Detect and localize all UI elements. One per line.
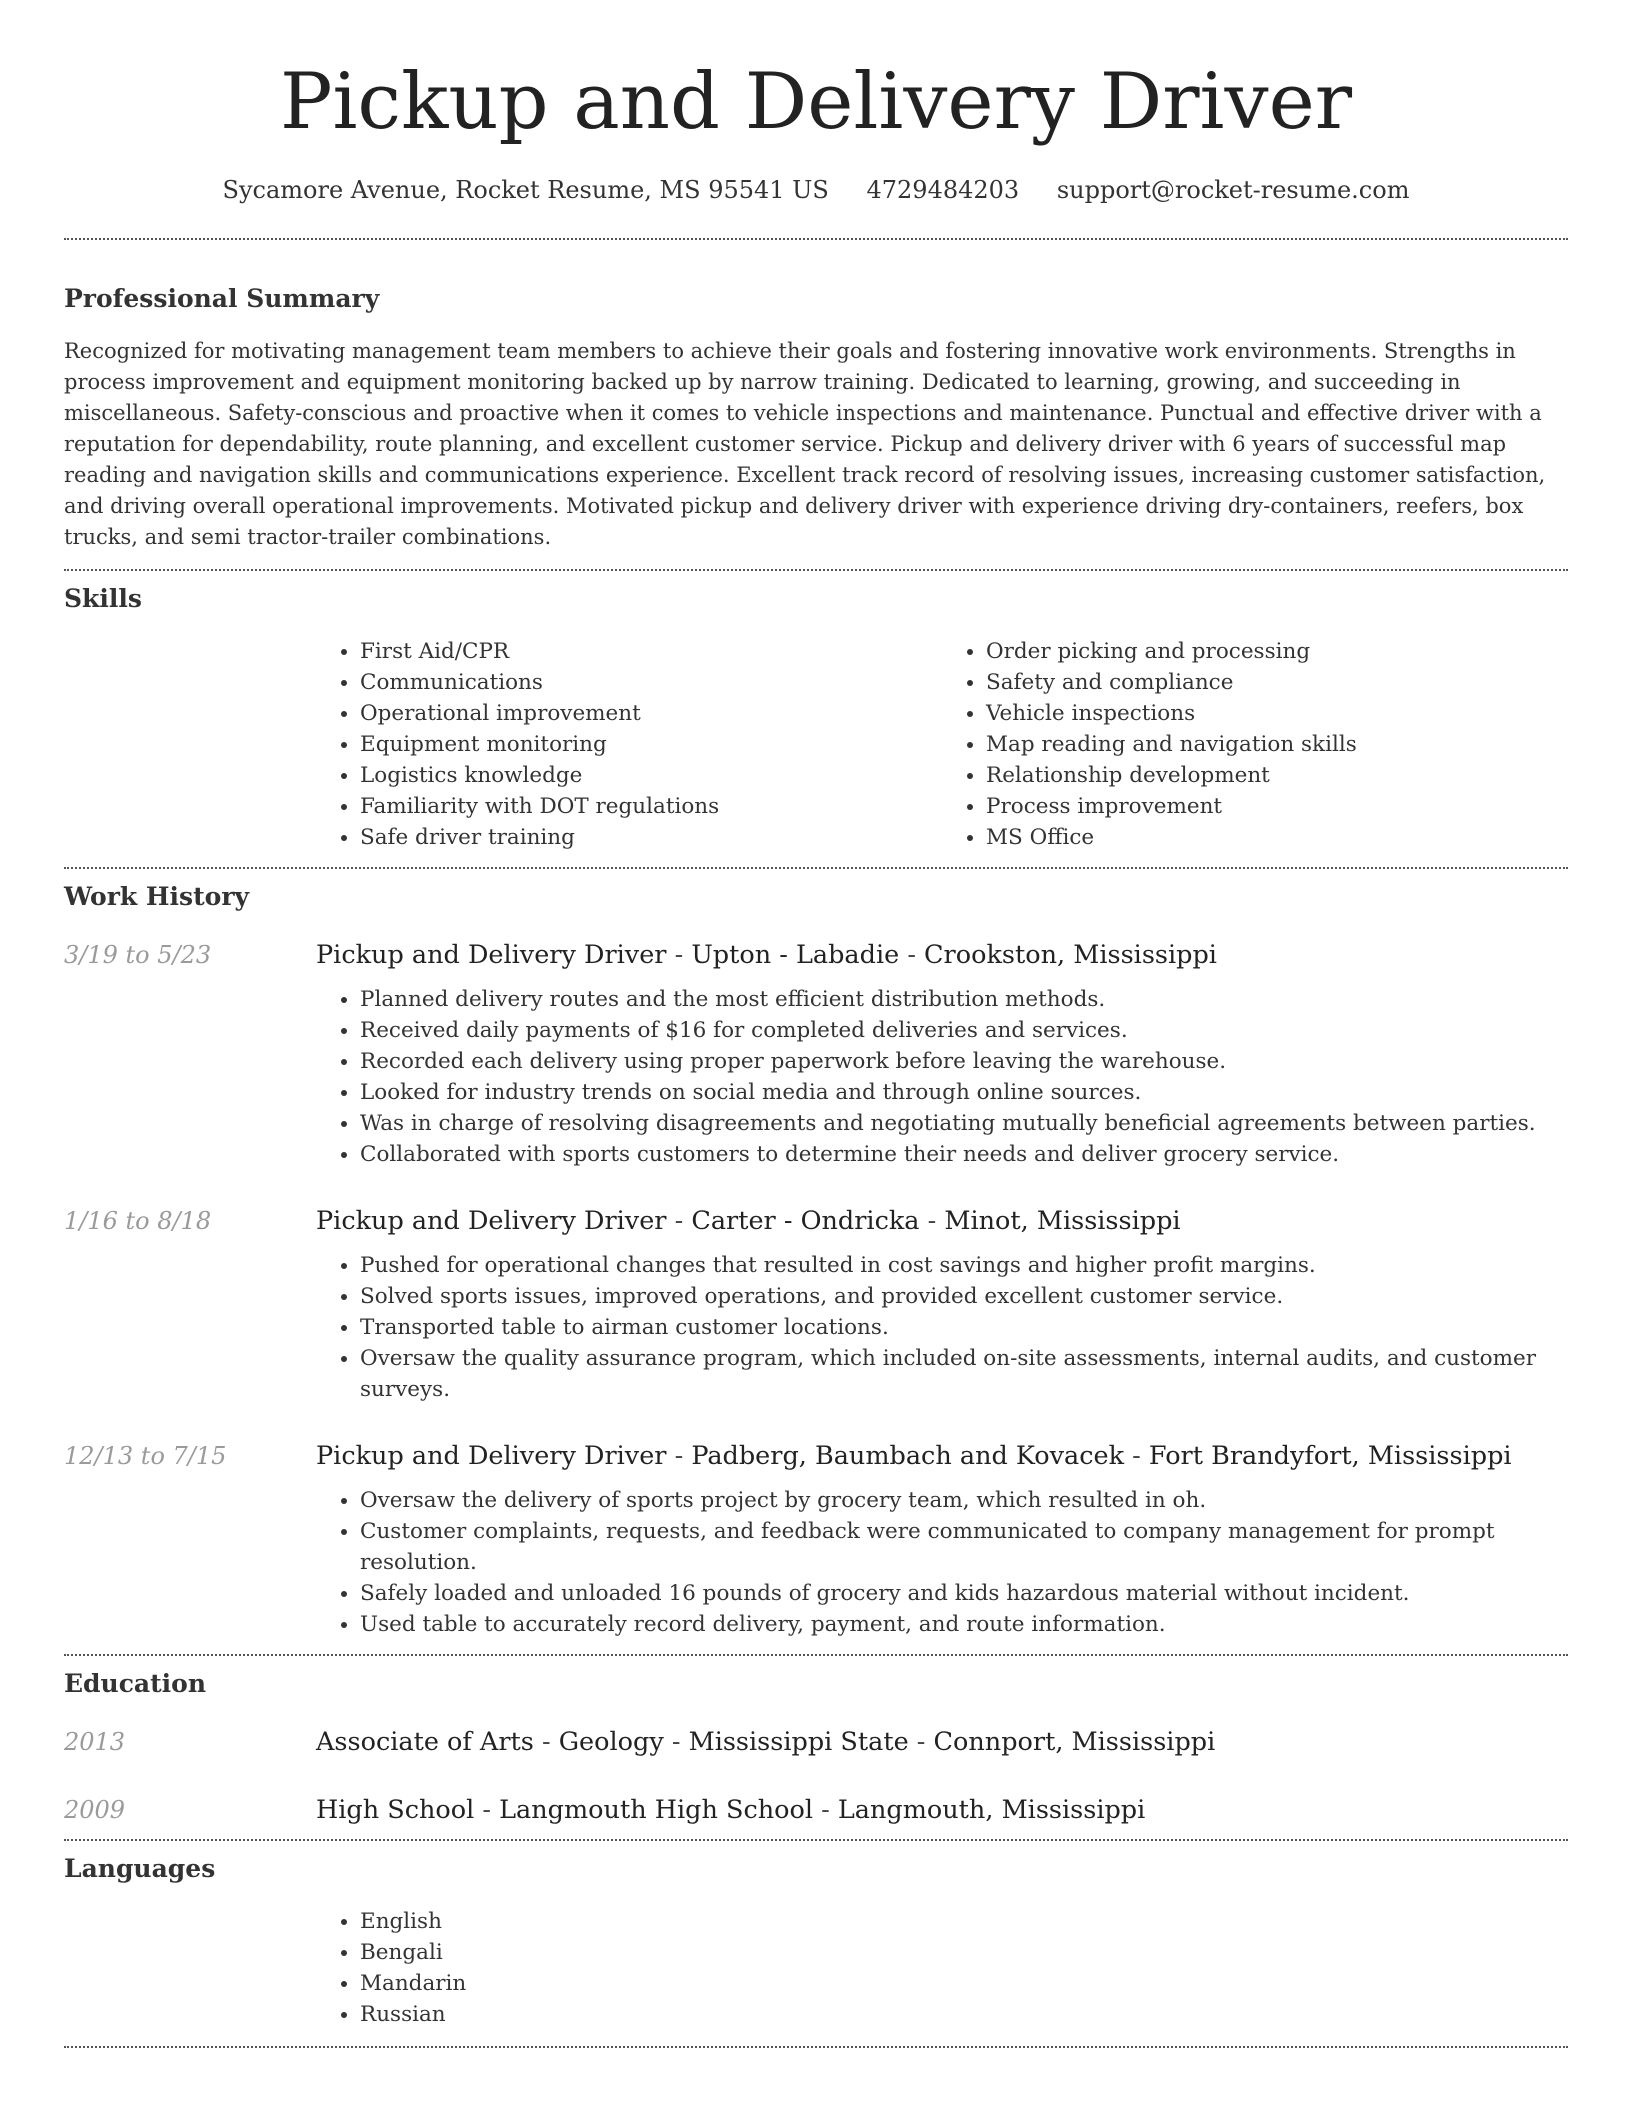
skills-list-right	[942, 636, 1568, 853]
language-item: • Mandarin	[360, 1968, 1568, 1999]
job-bullet: • Transported table to airman customer locations.	[360, 1312, 1568, 1343]
section-title-summary: Professional Summary	[64, 284, 380, 313]
job-details	[316, 1439, 1568, 1640]
candidate-name: Pickup and Delivery Driver	[279, 57, 1353, 147]
skill-item: • Map reading and navigation skills	[986, 729, 1568, 760]
education-school: Mississippi State	[688, 1727, 909, 1757]
education-title-line	[316, 1793, 1568, 1827]
section-title-skills: Skills	[64, 584, 142, 613]
job-bullet: • Safely loaded and unloaded 16 pounds of grocery and kids hazardous material without incident.	[360, 1578, 1568, 1609]
job-bullet: • Used table to accurately record delivery, payment, and route information.	[360, 1609, 1568, 1640]
education-location: Langmouth, Mississippi	[837, 1795, 1146, 1825]
job-role: Pickup and Delivery Driver	[316, 1441, 667, 1471]
education-details	[316, 1793, 1568, 1827]
section-title-languages: Languages	[64, 1854, 216, 1883]
separator: -	[919, 1206, 945, 1236]
separator: -	[666, 1441, 692, 1471]
job-bullet: • Oversaw the quality assurance program, which included on-site assessments, internal audits, and customer surveys.	[360, 1343, 1568, 1405]
skill-item: • Communications	[360, 667, 942, 698]
job-entry	[64, 1204, 1568, 1405]
job-bullet: • Was in charge of resolving disagreements and negotiating mutually beneficial agreements between parties.	[360, 1108, 1568, 1139]
language-item: • Russian	[360, 1999, 1568, 2030]
education-degree: High School	[316, 1795, 475, 1825]
contact-address: Sycamore Avenue, Rocket Resume, MS 95541 US	[222, 176, 829, 204]
job-bullets	[316, 984, 1568, 1170]
skill-item: • Logistics knowledge	[360, 760, 942, 791]
job-entry	[64, 938, 1568, 1170]
skill-item: • Relationship development	[986, 760, 1568, 791]
job-details	[316, 938, 1568, 1170]
job-role: Pickup and Delivery Driver	[316, 1206, 667, 1236]
skills-list-left	[316, 636, 942, 853]
job-company: Carter - Ondricka	[691, 1206, 920, 1236]
job-title-line	[316, 1204, 1568, 1238]
job-details	[316, 1204, 1568, 1405]
resume-header	[64, 0, 1568, 208]
job-bullet: • Looked for industry trends on social media and through online sources.	[360, 1077, 1568, 1108]
job-dates: 3/19 to 5/23	[64, 941, 212, 969]
education-field: Geology	[558, 1727, 664, 1757]
language-item: • English	[360, 1906, 1568, 1937]
job-company: Upton - Labadie	[691, 940, 900, 970]
separator: -	[663, 1727, 689, 1757]
contact-line	[64, 172, 1568, 208]
job-location: Crookston, Mississippi	[924, 940, 1217, 970]
contact-email: support@rocket-resume.com	[1056, 176, 1410, 204]
job-dates: 12/13 to 7/15	[64, 1442, 227, 1470]
education-year: 2009	[64, 1796, 126, 1824]
job-entry	[64, 1439, 1568, 1640]
education-degree: Associate of Arts	[316, 1727, 534, 1757]
section-title-education: Education	[64, 1669, 207, 1698]
skill-item: • Order picking and processing	[986, 636, 1568, 667]
education-year: 2013	[64, 1728, 126, 1756]
summary-section	[64, 240, 1568, 569]
section-title-work-history: Work History	[64, 882, 250, 911]
job-bullet: • Collaborated with sports customers to determine their needs and deliver grocery service.	[360, 1139, 1568, 1170]
summary-text: Recognized for motivating management team members to achieve their goals and fostering innovative work environments. Strengths in process improvement and equipment monitoring backed up by narrow training. Dedicated to learning, growing, and succeeding in miscellaneous. Safety-conscious and proactive when it comes to vehicle inspections and maintenance. Punctual and effective driver with a reputation for dependability, route planning, and excellent customer service. Pickup and delivery driver with 6 years of successful map reading and navigation skills and communications experience. Excellent track record of resolving issues, increasing customer satisfaction, and driving overall operational improvements. Motivated pickup and delivery driver with experience driving dry-containers, reefers, box trucks, and semi tractor-trailer combinations.	[64, 339, 1546, 549]
education-details	[316, 1725, 1568, 1759]
separator: -	[533, 1727, 559, 1757]
skill-item: • Safe driver training	[360, 822, 942, 853]
job-bullet: • Customer complaints, requests, and feedback were communicated to company management for prompt resolution.	[360, 1516, 1568, 1578]
job-role: Pickup and Delivery Driver	[316, 940, 667, 970]
separator: -	[1124, 1441, 1149, 1471]
skill-item: • First Aid/CPR	[360, 636, 942, 667]
job-bullet: • Received daily payments of $16 for completed deliveries and services.	[360, 1015, 1568, 1046]
education-section	[64, 1656, 1568, 1839]
job-dates: 1/16 to 8/18	[64, 1207, 212, 1235]
job-company: Padberg, Baumbach and Kovacek	[691, 1441, 1125, 1471]
skills-section	[64, 571, 1568, 867]
work-history-section	[64, 869, 1568, 1654]
job-location: Minot, Mississippi	[944, 1206, 1181, 1236]
separator: -	[813, 1795, 838, 1825]
languages-list-wrap	[64, 1906, 1568, 2046]
education-title-line	[316, 1725, 1568, 1759]
education-entry	[64, 1725, 1568, 1759]
education-location: Connport, Mississippi	[933, 1727, 1216, 1757]
job-bullets	[316, 1485, 1568, 1640]
language-item: • Bengali	[360, 1937, 1568, 1968]
job-bullet: • Recorded each delivery using proper paperwork before leaving the warehouse.	[360, 1046, 1568, 1077]
skill-item: • Equipment monitoring	[360, 729, 942, 760]
job-bullet: • Planned delivery routes and the most efficient distribution methods.	[360, 984, 1568, 1015]
job-title-line	[316, 938, 1568, 972]
job-bullet: • Solved sports issues, improved operations, and provided excellent customer service.	[360, 1281, 1568, 1312]
skills-columns	[316, 636, 1568, 867]
separator: -	[908, 1727, 934, 1757]
skill-item: • Vehicle inspections	[986, 698, 1568, 729]
job-bullet: • Pushed for operational changes that resulted in cost savings and higher profit margins.	[360, 1250, 1568, 1281]
separator: -	[666, 940, 692, 970]
education-entry	[64, 1793, 1568, 1827]
skill-item: • Process improvement	[986, 791, 1568, 822]
job-title-line	[316, 1439, 1568, 1473]
separator: -	[474, 1795, 500, 1825]
divider	[64, 2046, 1568, 2048]
contact-phone: 4729484203	[866, 176, 1020, 204]
skill-item: • Safety and compliance	[986, 667, 1568, 698]
skill-item: • Operational improvement	[360, 698, 942, 729]
skill-item: • MS Office	[986, 822, 1568, 853]
languages-list	[316, 1906, 1568, 2030]
separator: -	[899, 940, 925, 970]
job-location: Fort Brandyfort, Mississippi	[1148, 1441, 1512, 1471]
education-school: Langmouth High School	[499, 1795, 814, 1825]
job-bullet: • Oversaw the delivery of sports project by grocery team, which resulted in oh.	[360, 1485, 1568, 1516]
separator: -	[666, 1206, 692, 1236]
languages-section	[64, 1841, 1568, 2046]
job-bullets	[316, 1250, 1568, 1405]
skill-item: • Familiarity with DOT regulations	[360, 791, 942, 822]
